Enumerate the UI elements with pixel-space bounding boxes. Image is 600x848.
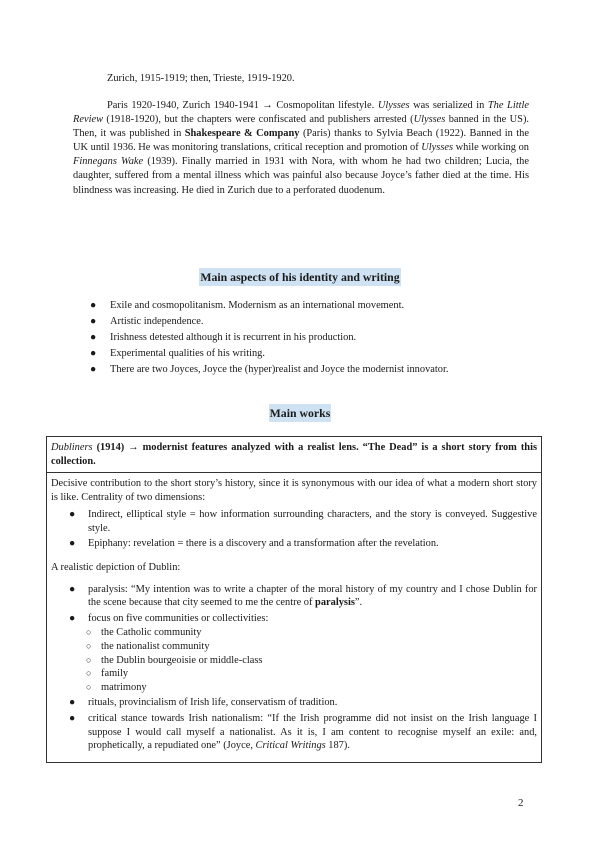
- list-item-text: 187).: [325, 740, 350, 752]
- list-item: [51, 612, 537, 695]
- dubliners-title: Dubliners: [51, 442, 93, 453]
- dublin-label: A realistic depiction of Dublin:: [51, 561, 181, 573]
- list-item: [51, 712, 537, 753]
- list-item-text: Irishness detested although it is recurrent in his production.: [110, 332, 357, 344]
- main-works-title: Main works: [269, 406, 331, 420]
- main-aspects-title: Main aspects of his identity and writing: [200, 270, 400, 284]
- sub-list-item: [51, 681, 537, 695]
- sub-list-item-text: the nationalist community: [101, 640, 210, 652]
- dubliners-intro: Decisive contribution to the short story’s history, since it is synonymous with our idea of what a modern short story is like. Centrality of two dimensions:: [51, 478, 537, 503]
- list-item: [51, 583, 537, 610]
- dimensions-list: [51, 508, 537, 551]
- bio-text: (1939). Finally married in 1931 with Nora, with whom he had two children; Lucia, the daughter, suffered from a mental illness which was painful also because Joyce’s father died at the time. His blindness was increasing. He died in Zurich due to a perforated duodenum.: [73, 156, 529, 196]
- bio-title-little-review: The Little Review: [73, 100, 529, 126]
- bio-text: banned in the US). Then, it was published in: [73, 114, 530, 140]
- bullet-icon: ●: [90, 316, 97, 328]
- list-item: [90, 298, 448, 314]
- circle-bullet-icon: ○: [86, 654, 92, 665]
- circle-bullet-icon: ○: [86, 668, 92, 679]
- intro-line: Zurich, 1915-1919; then, Trieste, 1919-1920.: [107, 73, 295, 84]
- page-number: 2: [518, 797, 524, 809]
- list-item-text: rituals, provincialism of Irish life, conservatism of tradition.: [88, 697, 338, 709]
- bullet-icon: ●: [90, 364, 97, 376]
- bio-text: while working on: [453, 142, 529, 154]
- sub-list-item-text: matrimony: [101, 681, 147, 693]
- dubliners-header-cell: [47, 437, 541, 473]
- bio-text: (Paris) thanks to Sylvia Beach (1922). Banned in the UK until 1936. He was monitoring translations, critical reception and promotion of: [73, 128, 529, 154]
- biography-paragraph: [73, 99, 529, 198]
- dubliners-header-text: (1914) → modernist features analyzed with a realist lens. “The Dead” is a short story from this collection.: [51, 442, 537, 467]
- bullet-icon: ●: [69, 612, 76, 624]
- list-item-text: Epiphany: revelation = there is a discovery and a transformation after the revelation.: [88, 538, 439, 550]
- bullet-icon: ●: [90, 300, 97, 311]
- circle-bullet-icon: ○: [86, 640, 92, 651]
- list-item: [51, 508, 537, 535]
- dublin-list: [51, 583, 537, 753]
- bio-title-ulysses: Ulysses: [413, 114, 446, 126]
- sub-list-item: [51, 667, 537, 681]
- list-item-text: focus on five communities or collectivities:: [88, 612, 269, 624]
- bullet-icon: ●: [90, 348, 97, 360]
- list-item: [90, 346, 448, 362]
- bullet-icon: ●: [69, 712, 76, 724]
- bullet-icon: ●: [69, 509, 76, 521]
- list-item: [51, 696, 537, 710]
- list-item: [90, 362, 448, 378]
- critical-writings-title: Critical Writings: [255, 740, 326, 752]
- list-item-text: critical stance towards Irish nationalism: “If the Irish programme did not insist on the Irish language I suppose I would call myself a nationalist. As it is, I am content to recognise myself an exile: and, prophetically, a repudiated one” (Joyce,: [88, 712, 537, 752]
- bio-text: (1918-1920), but the chapters were confiscated and publishers arrested (: [103, 114, 414, 126]
- bullet-icon: ●: [69, 583, 76, 595]
- sub-list-item-text: the Catholic community: [101, 627, 202, 639]
- main-aspects-list: [90, 298, 448, 378]
- sub-list-item: [51, 640, 537, 654]
- list-item-text: There are two Joyces, Joyce the (hyper)realist and Joyce the modernist innovator.: [110, 364, 449, 376]
- sub-list-item-text: the Dublin bourgeoisie or middle-class: [101, 654, 263, 666]
- bio-title-finnegans: Finnegans Wake: [73, 156, 144, 168]
- sub-list-item: [51, 626, 537, 640]
- dubliners-body-cell: [47, 473, 541, 762]
- bio-text: Paris 1920-1940, Zurich 1940-1941 → Cosmopolitan lifestyle.: [107, 100, 378, 111]
- main-works-heading: [0, 406, 600, 421]
- bio-text: was serialized in: [409, 100, 488, 111]
- main-aspects-heading: [0, 270, 600, 285]
- list-item: [90, 330, 448, 346]
- communities-list: [51, 626, 537, 694]
- bio-publisher: Shakespeare & Company: [184, 128, 300, 140]
- list-item-text: Exile and cosmopolitanism. Modernism as an international movement.: [110, 300, 405, 311]
- paralysis-word: paralysis: [315, 597, 355, 609]
- sub-list-item: [51, 654, 537, 668]
- circle-bullet-icon: ○: [86, 681, 92, 692]
- list-item-text: Experimental qualities of his writing.: [110, 348, 265, 360]
- sub-list-item-text: family: [101, 668, 129, 680]
- bullet-icon: ●: [69, 538, 76, 550]
- bio-title-ulysses: Ulysses: [421, 142, 454, 154]
- list-item-text: Indirect, elliptical style = how information surrounding characters, and the story is conveyed. Suggestive style.: [88, 509, 537, 534]
- list-item: [90, 314, 448, 330]
- list-item-text: Artistic independence.: [110, 316, 204, 328]
- bio-title-ulysses: Ulysses: [377, 100, 410, 111]
- list-item-text: ”.: [354, 597, 363, 609]
- circle-bullet-icon: ○: [86, 627, 92, 638]
- bullet-icon: ●: [69, 697, 76, 709]
- bullet-icon: ●: [90, 332, 97, 344]
- list-item: [51, 537, 537, 551]
- main-works-table: [46, 436, 542, 763]
- list-item-text: paralysis: “My intention was to write a chapter of the moral history of my country and I chose Dublin for the scene because that city seemed to me the centre of: [88, 583, 537, 609]
